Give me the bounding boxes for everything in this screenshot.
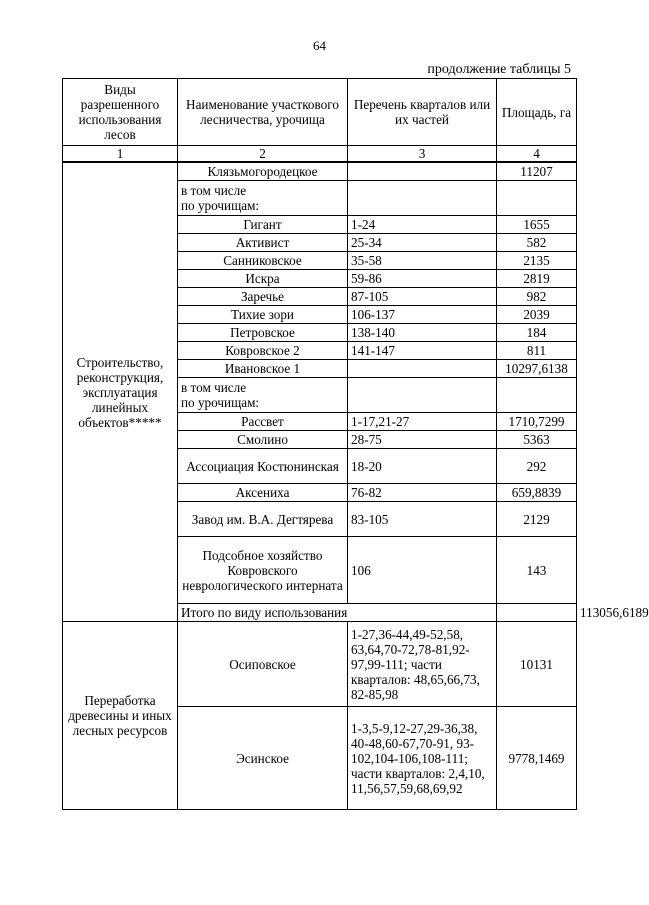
area-cell: 2819	[497, 270, 577, 288]
quarters-cell: 106-137	[348, 306, 497, 324]
including-label-line: по урочищам:	[181, 198, 260, 213]
forestry-name: Ивановское 1	[178, 360, 348, 378]
quarters-cell	[348, 360, 497, 378]
quarters-cell: 1-27,36-44,49-52,58, 63,64,70-72,78-81,92-97,99-111; части кварталов: 48,65,66,73, 82-85,98	[348, 622, 497, 707]
quarters-cell: 25-34	[348, 234, 497, 252]
including-label-line: в том числе	[181, 380, 247, 395]
tract-name: Завод им. В.А. Дегтярева	[178, 502, 348, 537]
quarters-cell	[497, 604, 577, 622]
quarters-cell: 138-140	[348, 324, 497, 342]
table-header-row	[63, 79, 577, 146]
area-cell: 9778,1469	[497, 707, 577, 810]
area-cell: 1655	[497, 216, 577, 234]
quarters-cell: 1-24	[348, 216, 497, 234]
area-cell: 11207	[497, 162, 577, 181]
tract-name: Петровское	[178, 324, 348, 342]
column-number-row	[63, 146, 577, 163]
area-cell: 982	[497, 288, 577, 306]
tract-name: Искра	[178, 270, 348, 288]
use-type-construction: Строительство, реконструкция, эксплуатация линейных объектов*****	[63, 162, 178, 622]
quarters-cell	[348, 378, 497, 413]
tract-name: Подсобное хозяйство Ковровского неврологического интерната	[178, 537, 348, 604]
column-number: 4	[497, 146, 577, 163]
area-cell: 292	[497, 449, 577, 484]
area-cell: 184	[497, 324, 577, 342]
header-quarters: Перечень кварталов или их частей	[348, 79, 497, 146]
header-forestry-name: Наименование участкового лесничества, урочища	[178, 79, 348, 146]
quarters-cell: 59-86	[348, 270, 497, 288]
quarters-cell: 76-82	[348, 484, 497, 502]
area-cell: 2129	[497, 502, 577, 537]
area-cell: 10297,6138	[497, 360, 577, 378]
tract-name: Ассоциация Костюнинская	[178, 449, 348, 484]
tract-name: Тихие зори	[178, 306, 348, 324]
tract-name: Гигант	[178, 216, 348, 234]
quarters-cell: 1-3,5-9,12-27,29-36,38, 40-48,60-67,70-91, 93-102,104-106,108-111; части кварталов: 2,4,10, 11,56,57,59,68,69,92	[348, 707, 497, 810]
use-type-wood-processing: Переработка древесины и иных лесных ресурсов	[63, 622, 178, 810]
forestry-name: Клязьмогородецкое	[178, 162, 348, 181]
page-number: 64	[313, 38, 326, 53]
quarters-cell	[348, 181, 497, 216]
header-area: Площадь, га	[497, 79, 577, 146]
quarters-cell: 87-105	[348, 288, 497, 306]
including-label-line: по урочищам:	[181, 395, 260, 410]
forestry-name: Эсинское	[178, 707, 348, 810]
continuation-label: продолжение таблицы 5	[427, 62, 571, 77]
tract-name: Аксениха	[178, 484, 348, 502]
tract-name: Ковровское 2	[178, 342, 348, 360]
column-number: 3	[348, 146, 497, 163]
tract-name: Заречье	[178, 288, 348, 306]
area-cell: 811	[497, 342, 577, 360]
area-cell: 143	[497, 537, 577, 604]
tract-name: Санниковское	[178, 252, 348, 270]
table-row	[63, 162, 577, 181]
forest-use-table	[62, 78, 649, 810]
header-use-type: Виды разрешенного использования лесов	[63, 79, 178, 146]
area-cell	[497, 378, 577, 413]
forestry-name: Осиповское	[178, 622, 348, 707]
area-cell	[497, 181, 577, 216]
quarters-cell: 83-105	[348, 502, 497, 537]
quarters-cell: 1-17,21-27	[348, 413, 497, 431]
area-cell: 5363	[497, 431, 577, 449]
including-label	[178, 378, 348, 413]
total-row: Итого по виду использования 113056,6189	[63, 604, 577, 622]
including-label-line: в том числе	[181, 183, 247, 198]
area-cell: 582	[497, 234, 577, 252]
column-number: 1	[63, 146, 178, 163]
quarters-cell: 106	[348, 537, 497, 604]
tract-name: Активист	[178, 234, 348, 252]
area-cell: 10131	[497, 622, 577, 707]
tract-name: Смолино	[178, 431, 348, 449]
quarters-cell: 18-20	[348, 449, 497, 484]
quarters-cell: 141-147	[348, 342, 497, 360]
area-cell: 1710,7299	[497, 413, 577, 431]
area-cell: 2039	[497, 306, 577, 324]
area-cell: 659,8839	[497, 484, 577, 502]
quarters-cell: 35-58	[348, 252, 497, 270]
including-label	[178, 181, 348, 216]
total-label: Итого по виду использования	[178, 604, 497, 622]
column-number: 2	[178, 146, 348, 163]
quarters-cell	[348, 162, 497, 181]
quarters-cell: 28-75	[348, 431, 497, 449]
area-cell: 2135	[497, 252, 577, 270]
table-row	[63, 622, 577, 707]
tract-name: Рассвет	[178, 413, 348, 431]
